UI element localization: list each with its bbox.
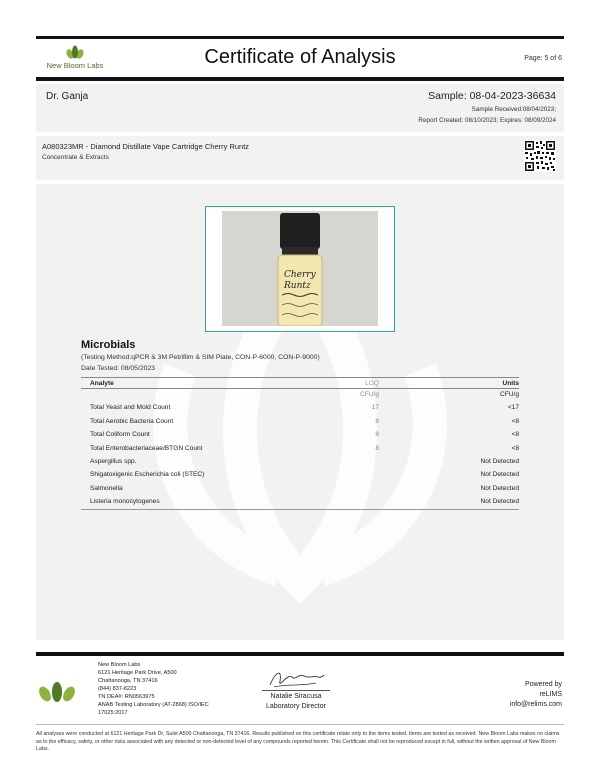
- table-row: [81, 429, 519, 442]
- lab-phone: (844) 837-8223: [98, 686, 137, 692]
- analyte-loq: 17: [371, 404, 379, 412]
- table-row: [81, 483, 519, 496]
- table-row: [81, 416, 519, 429]
- powered-by-email[interactable]: info@relims.com: [509, 701, 562, 708]
- lab-logo: [38, 44, 112, 72]
- disclaimer-rule: [36, 724, 564, 725]
- date-tested: Date Tested: 08/05/2023: [81, 365, 155, 372]
- analyte-result: <8: [511, 444, 519, 452]
- lab-accreditation: ANAB Testing Laboratory (AT-2868) ISO/IEC: [98, 702, 209, 708]
- qr-code-icon[interactable]: [524, 140, 556, 172]
- microbials-title: Microbials: [81, 339, 136, 351]
- signature-line: [262, 690, 330, 691]
- document-title: Certificate of Analysis: [204, 46, 396, 68]
- result-unit: CFU/g: [499, 391, 519, 398]
- client-name: Dr. Ganja: [46, 91, 89, 102]
- analyte-loq: 8: [375, 444, 379, 452]
- analyte-result: <8: [511, 417, 519, 425]
- header-analyte: Analyte: [90, 380, 114, 387]
- lab-address-block: [98, 661, 228, 717]
- sample-photo: [222, 211, 378, 326]
- table-units-row: [81, 389, 519, 402]
- analyte-loq: 8: [375, 417, 379, 425]
- powered-by-name: reLIMS: [539, 691, 562, 698]
- analyte-name: Total Yeast and Mold Count: [90, 404, 171, 412]
- product-info-box: [36, 136, 564, 180]
- analyte-result: <8: [511, 431, 519, 439]
- analyte-loq: 8: [375, 431, 379, 439]
- powered-by-label: Powered by: [525, 681, 562, 688]
- sample-received-date: Sample Received:08/04/2023;: [471, 106, 556, 113]
- vial-image: [222, 211, 378, 326]
- product-category: Concentrate & Extracts: [42, 154, 109, 161]
- product-name: A080323MR - Diamond Distillate Vape Cartridge Cherry Runtz: [42, 142, 250, 151]
- director-signature: [266, 667, 326, 691]
- analyte-name: Shigatoxigenic Escherichia coli (STEC): [90, 471, 205, 479]
- table-header: [81, 377, 519, 389]
- analyte-result: <17: [507, 404, 519, 412]
- table-row: [81, 402, 519, 415]
- table-row: [81, 469, 519, 482]
- signer-role: Laboratory Director: [266, 703, 326, 710]
- footer-rule: [36, 652, 564, 656]
- results-panel: [36, 184, 564, 640]
- logo-text: New Bloom Labs: [46, 61, 104, 70]
- report-dates: Report Created: 08/10/2023; Expires: 08/09/2024: [418, 117, 556, 124]
- header-loq: LOQ: [365, 380, 379, 387]
- analyte-result: Not Detected: [480, 471, 519, 479]
- analyte-name: Listeria monocytogenes: [90, 498, 160, 506]
- client-info-box: [36, 84, 564, 132]
- header-units: Units: [502, 380, 519, 387]
- lab-street: 6121 Heritage Park Drive, A500: [98, 670, 177, 676]
- lab-city: Chattanooga, TN 37416: [98, 678, 158, 684]
- table-row: [81, 496, 519, 509]
- lab-name: New Bloom Labs: [98, 662, 141, 668]
- analyte-name: Total Aerobic Bacteria Count: [90, 417, 174, 425]
- sample-id: Sample: 08-04-2023-36634: [428, 90, 556, 102]
- loq-unit: CFU/g: [359, 391, 379, 398]
- vial-label-line2: Runtz: [284, 281, 311, 291]
- leaf-logo-icon: [66, 44, 84, 60]
- lab-accreditation-std: 17025:2017: [98, 710, 128, 716]
- header-bottom-rule: [36, 77, 564, 81]
- analyte-name: Salmonella: [90, 484, 123, 492]
- table-row: [81, 443, 519, 456]
- analyte-result: Not Detected: [480, 457, 519, 465]
- signer-name: Natalie Siracusa: [270, 693, 322, 700]
- lab-dea: TN DEA#: RN0563975: [98, 694, 155, 700]
- header-top-rule: [36, 36, 564, 39]
- sample-photo-frame: [205, 206, 395, 332]
- analyte-name: Aspergillus spp.: [90, 457, 137, 465]
- vial-label-line1: Cherry: [284, 270, 316, 280]
- testing-method: (Testing Method:qPCR & 3M Petrifilm & SIM Plate, CON-P-6000, CON-P-9000): [81, 354, 320, 361]
- microbials-table: [81, 377, 519, 510]
- analyte-name: Total Coliform Count: [90, 431, 150, 439]
- page-number: Page: 5 of 6: [524, 55, 562, 62]
- powered-by-block: [510, 680, 562, 710]
- analyte-result: Not Detected: [480, 484, 519, 492]
- table-row: [81, 456, 519, 469]
- footer-leaf-logo-icon: [38, 681, 76, 703]
- analyte-result: Not Detected: [480, 498, 519, 506]
- analyte-name: Total Enterobacteriaceae/BTGN Count: [90, 444, 203, 452]
- disclaimer-text: All analyses were conducted at 6121 Heritage Park Dr, Suite A500 Chattanooga, TN 37416. Results published on this certificate relate only to the items tested. Items are tested as received. New Bloom Labs makes no claims as to the efficacy, safety, or other risks associated with any detected or non-detected level of any compounds reported herein. This Certificate shall not be reproduced except in full, without the written approval of New Bloom Labs.: [36, 731, 560, 753]
